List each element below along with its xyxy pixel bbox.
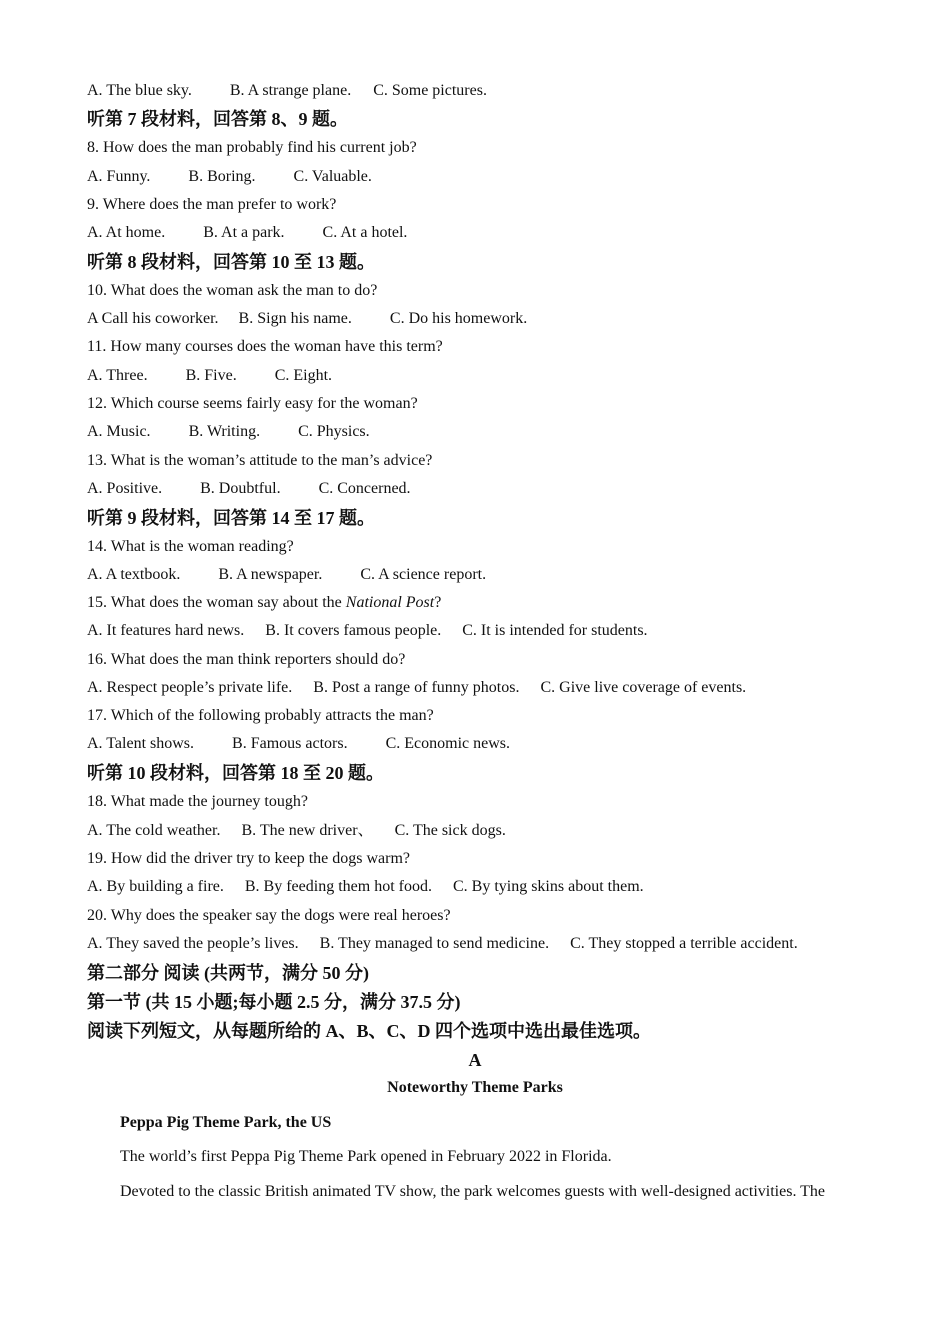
option-c: C. Concerned. <box>318 480 411 497</box>
reading-instruction: 阅读下列短文，从每题所给的 A、B、C、D 四个选项中选出最佳选项。 <box>87 1021 651 1041</box>
option-b: B. The new driver、 <box>241 822 374 839</box>
q15-options <box>87 621 910 641</box>
option-a: A Call his coworker. <box>87 310 219 327</box>
option-c: C. They stopped a terrible accident. <box>570 935 798 952</box>
option-b: B. A newspaper. <box>218 566 323 583</box>
section-one-heading: 第一节 (共 15 小题;每小题 2.5 分，满分 37.5 分) <box>87 992 461 1012</box>
question-15-stem-text: 15. What does the woman say about the <box>87 594 346 611</box>
option-b: B. A strange plane. <box>229 82 352 99</box>
q11-options <box>87 366 910 386</box>
option-c: C. Give live coverage of events. <box>540 679 747 696</box>
question-19-stem: 19. How did the driver try to keep the dogs warm? <box>87 850 411 867</box>
option-c: C. The sick dogs. <box>394 822 506 839</box>
question-9-stem: 9. Where does the man prefer to work? <box>87 196 337 213</box>
question-14-stem: 14. What is the woman reading? <box>87 538 294 555</box>
option-b: B. Five. <box>185 367 237 384</box>
question-17-stem: 17. Which of the following probably attracts the man? <box>87 707 434 724</box>
section-heading-7: 听第 7 段材料，回答第 8、9 题。 <box>87 109 348 129</box>
question-18-stem: 18. What made the journey tough? <box>87 793 308 810</box>
section-heading-9: 听第 9 段材料，回答第 14 至 17 题。 <box>87 508 375 528</box>
publication-title: National Post <box>345 594 435 611</box>
passage-paragraph-2: Devoted to the classic British animated TV show, the park welcomes guests with well-designed activities. The <box>120 1183 826 1200</box>
option-c: C. Eight. <box>274 367 333 384</box>
q13-options <box>87 479 910 499</box>
q16-options <box>87 678 910 698</box>
question-8-stem: 8. How does the man probably find his current job? <box>87 139 417 156</box>
option-a: A. Respect people’s private life. <box>87 679 293 696</box>
question-12-stem: 12. Which course seems fairly easy for the woman? <box>87 395 418 412</box>
option-a: A. It features hard news. <box>87 622 245 639</box>
question-20-stem: 20. Why does the speaker say the dogs were real heroes? <box>87 907 451 924</box>
section-heading-10: 听第 10 段材料，回答第 18 至 20 题。 <box>87 763 384 783</box>
q8-options <box>87 167 910 187</box>
option-c: C. It is intended for students. <box>462 622 648 639</box>
q20-options <box>87 934 910 954</box>
q7-options <box>87 81 910 101</box>
option-c: C. Valuable. <box>293 168 372 185</box>
q14-options <box>87 565 910 585</box>
option-c: C. Some pictures. <box>373 82 487 99</box>
question-10-stem: 10. What does the woman ask the man to do? <box>87 282 378 299</box>
question-13-stem: 13. What is the woman’s attitude to the man’s advice? <box>87 452 433 469</box>
option-c: C. Do his homework. <box>389 310 528 327</box>
q17-options <box>87 734 910 754</box>
option-b: B. At a park. <box>203 224 285 241</box>
option-b: B. Famous actors. <box>232 735 348 752</box>
option-a: A. They saved the people’s lives. <box>87 935 299 952</box>
option-c: C. A science report. <box>360 566 487 583</box>
option-a: A. The blue sky. <box>87 82 192 99</box>
question-11-stem: 11. How many courses does the woman have this term? <box>87 338 443 355</box>
option-c: C. By tying skins about them. <box>452 878 644 895</box>
option-a: A. By building a fire. <box>87 878 224 895</box>
passage-paragraph-1: The world’s first Peppa Pig Theme Park opened in February 2022 in Florida. <box>120 1148 612 1165</box>
question-mark: ? <box>434 594 442 611</box>
option-b: B. Sign his name. <box>238 310 352 327</box>
option-c: C. At a hotel. <box>322 224 408 241</box>
option-a: A. At home. <box>87 224 166 241</box>
question-16-stem: 16. What does the man think reporters should do? <box>87 651 406 668</box>
part-two-heading: 第二部分 阅读 (共两节，满分 50 分) <box>87 963 369 983</box>
option-a: A. Three. <box>87 367 148 384</box>
question-15-stem <box>87 593 910 613</box>
passage-letter: A <box>468 1050 482 1070</box>
q12-options <box>87 422 910 442</box>
option-a: A. Talent shows. <box>87 735 195 752</box>
option-c: C. Economic news. <box>385 735 510 752</box>
option-a: A. A textbook. <box>87 566 181 583</box>
option-b: B. Doubtful. <box>200 480 281 497</box>
q19-options <box>87 877 910 897</box>
passage-title: Noteworthy Theme Parks <box>387 1079 563 1096</box>
option-b: B. Writing. <box>188 423 261 440</box>
option-b: B. Post a range of funny photos. <box>313 679 520 696</box>
passage-subtitle: Peppa Pig Theme Park, the US <box>120 1114 332 1131</box>
section-heading-8: 听第 8 段材料，回答第 10 至 13 题。 <box>87 252 375 272</box>
option-b: B. They managed to send medicine. <box>319 935 550 952</box>
option-b: B. Boring. <box>188 168 256 185</box>
option-a: A. Positive. <box>87 480 163 497</box>
option-b: B. It covers famous people. <box>265 622 442 639</box>
q9-options <box>87 223 910 243</box>
q18-options <box>87 821 910 841</box>
option-a: A. Funny. <box>87 168 151 185</box>
option-a: A. The cold weather. <box>87 822 221 839</box>
option-c: C. Physics. <box>298 423 370 440</box>
q10-options <box>87 309 910 329</box>
option-b: B. By feeding them hot food. <box>244 878 432 895</box>
option-a: A. Music. <box>87 423 151 440</box>
